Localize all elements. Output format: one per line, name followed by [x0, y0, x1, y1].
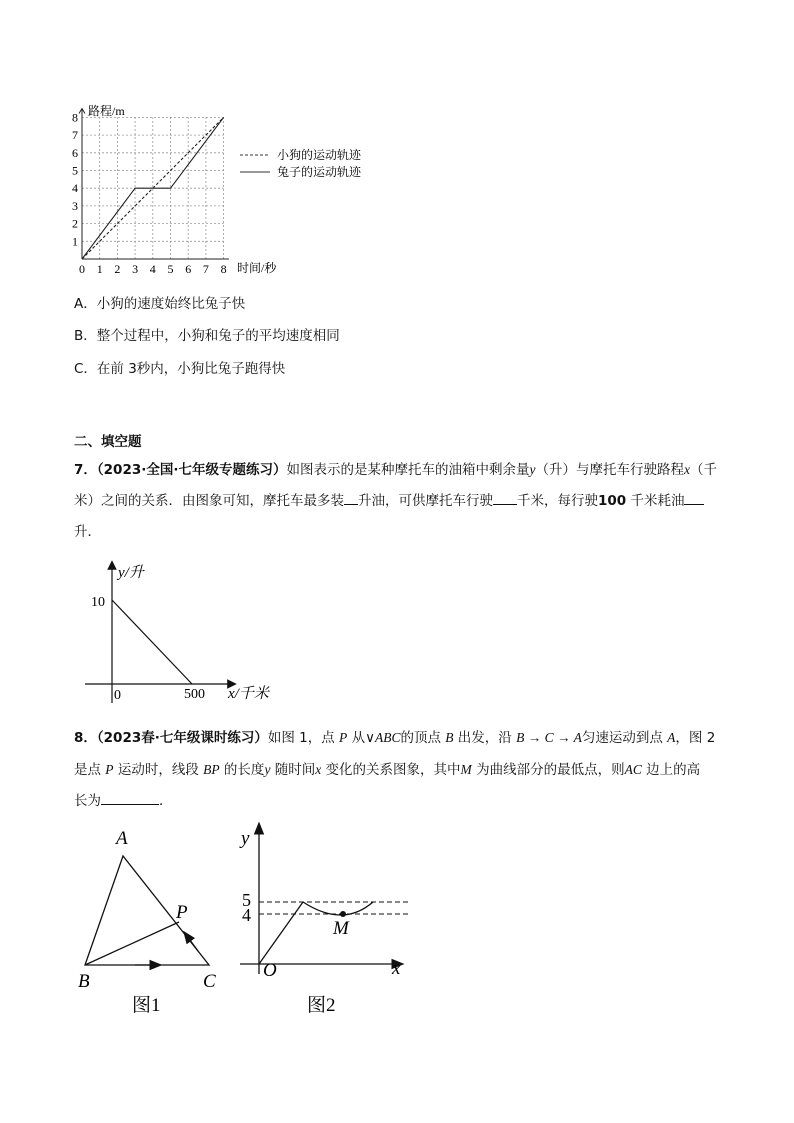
x-tick-label: 0	[79, 262, 85, 276]
option-a: A．小狗的速度始终比兔子快	[74, 296, 246, 312]
q8-text: 如图 1，点	[267, 730, 340, 746]
y-tick-label: 8	[72, 110, 78, 125]
y-tick-label: 2	[72, 216, 78, 231]
triangle-abc	[85, 856, 209, 965]
q8-var: ∨ABC	[365, 730, 401, 745]
label-c: C	[203, 971, 216, 992]
option-c: C．在前 3秒内，小狗比兔子跑得快	[74, 361, 286, 377]
x-tick-500: 500	[184, 687, 205, 702]
arrow-ca	[187, 936, 198, 951]
legend-rabbit-label: 兔子的运动轨迹	[277, 165, 362, 179]
q8-var: B → C → A	[516, 730, 582, 745]
label-p: P	[176, 902, 188, 923]
q8-var: P	[105, 762, 114, 777]
figure-1-triangle	[70, 818, 230, 1023]
x-label: x	[392, 958, 401, 979]
min-point-m	[340, 911, 346, 917]
origin-label: 0	[114, 688, 121, 703]
y-label: y	[241, 828, 250, 849]
label-b: B	[78, 971, 90, 992]
y-tick-label: 4	[72, 181, 78, 196]
q7-blank-3[interactable]	[684, 490, 704, 505]
x-axis-label: 时间/秒	[237, 261, 277, 275]
tick-4: 4	[242, 905, 251, 925]
q7-text: （升）与摩托车行驶路程	[535, 462, 684, 478]
y-tick-label: 1	[72, 234, 78, 249]
q7-number-100: 100	[598, 493, 627, 509]
q8-var: y	[264, 762, 271, 777]
q7-text: 千米耗油	[626, 493, 685, 509]
q7-var-x: x	[684, 462, 690, 477]
q8-var: A	[667, 730, 676, 745]
q8-text: 的顶点	[400, 730, 446, 746]
question-7	[74, 454, 724, 548]
q7-text: 升油，可供摩托车行驶	[358, 493, 493, 509]
q7-text: 千米，每行驶	[517, 493, 598, 509]
question-8	[74, 722, 724, 817]
fuel-line	[112, 600, 192, 684]
figure-2-caption: 图2	[307, 995, 336, 1016]
bp-line-segment	[259, 902, 303, 964]
q8-text: 从	[347, 730, 366, 746]
q8-text: 为曲线部分的最低点，则	[471, 762, 625, 778]
y-axis-label: 路程/m	[88, 104, 125, 118]
segment-bp	[85, 922, 179, 965]
q8-text: 边上的高	[641, 762, 701, 778]
q8-text: 匀速运动到点	[581, 730, 668, 746]
x-tick-label: 6	[185, 262, 192, 276]
q7-blank-1[interactable]	[344, 490, 358, 505]
q7-var-y: y	[529, 462, 536, 477]
y-tick-label: 5	[72, 163, 78, 178]
q8-text: 的长度	[219, 762, 265, 778]
q8-text: ，图 2	[675, 730, 716, 746]
x-axis-label: x/千米	[228, 686, 269, 702]
q7-blank-2[interactable]	[493, 490, 517, 505]
figure-1-caption: 图1	[132, 995, 161, 1016]
q7-text: 如图表示的是某种摩托车的油箱中剩余量	[286, 462, 530, 478]
q8-text: 随时间	[270, 762, 316, 778]
q8-source: （2023春·七年级课时练习）	[96, 730, 268, 746]
x-tick-label: 2	[114, 262, 121, 276]
y-axis-label: y/升	[118, 565, 144, 581]
label-m: M	[333, 918, 349, 939]
q8-text: 长为	[74, 793, 101, 809]
q8-var: M	[460, 762, 472, 777]
x-tick-label: 8	[220, 262, 227, 276]
y-tick-label: 6	[72, 145, 78, 160]
figure-2-graph	[232, 822, 422, 1022]
x-tick-label: 5	[167, 262, 174, 276]
q8-var: x	[315, 762, 322, 777]
label-a: A	[116, 828, 128, 849]
q8-var: B	[445, 730, 454, 745]
q7-text: （千	[690, 462, 717, 478]
chart-axes	[79, 109, 229, 259]
legend-dog-label: 小狗的运动轨迹	[277, 148, 362, 162]
q7-text: 米）之间的关系．由图象可知，摩托车最多装	[74, 493, 344, 509]
q7-source: （2023·全国·七年级专题练习）	[96, 462, 287, 478]
q8-text: ．	[159, 793, 173, 809]
fuel-distance-chart	[80, 560, 290, 710]
section-title: 二、填空题	[74, 434, 142, 450]
q7-number: 7．	[74, 462, 97, 478]
option-b: B．整个过程中，小狗和兔子的平均速度相同	[74, 328, 340, 344]
y-tick-label: 3	[72, 198, 78, 213]
run-distance-chart	[60, 98, 400, 283]
bp-curve	[303, 902, 373, 915]
q8-var: AC	[624, 762, 642, 777]
x-tick-label: 3	[132, 262, 139, 276]
x-tick-label: 4	[149, 262, 156, 276]
q8-answer-blank[interactable]	[101, 790, 159, 805]
y-tick-label: 7	[72, 128, 78, 143]
x-tick-label: 1	[96, 262, 103, 276]
q8-var: BP	[203, 762, 220, 777]
q8-text: 出发，沿	[453, 730, 517, 746]
q8-var: P	[339, 730, 348, 745]
tick-5: 5	[242, 890, 251, 910]
q8-number: 8．	[74, 730, 97, 746]
origin-o: O	[263, 960, 277, 981]
q7-text: 升．	[74, 524, 101, 540]
q8-text: 变化的关系图象，其中	[321, 762, 461, 778]
y-tick-10: 10	[91, 595, 105, 610]
x-tick-label: 7	[202, 262, 209, 276]
q8-text: 运动时，线段	[113, 762, 204, 778]
q8-text: 是点	[74, 762, 106, 778]
